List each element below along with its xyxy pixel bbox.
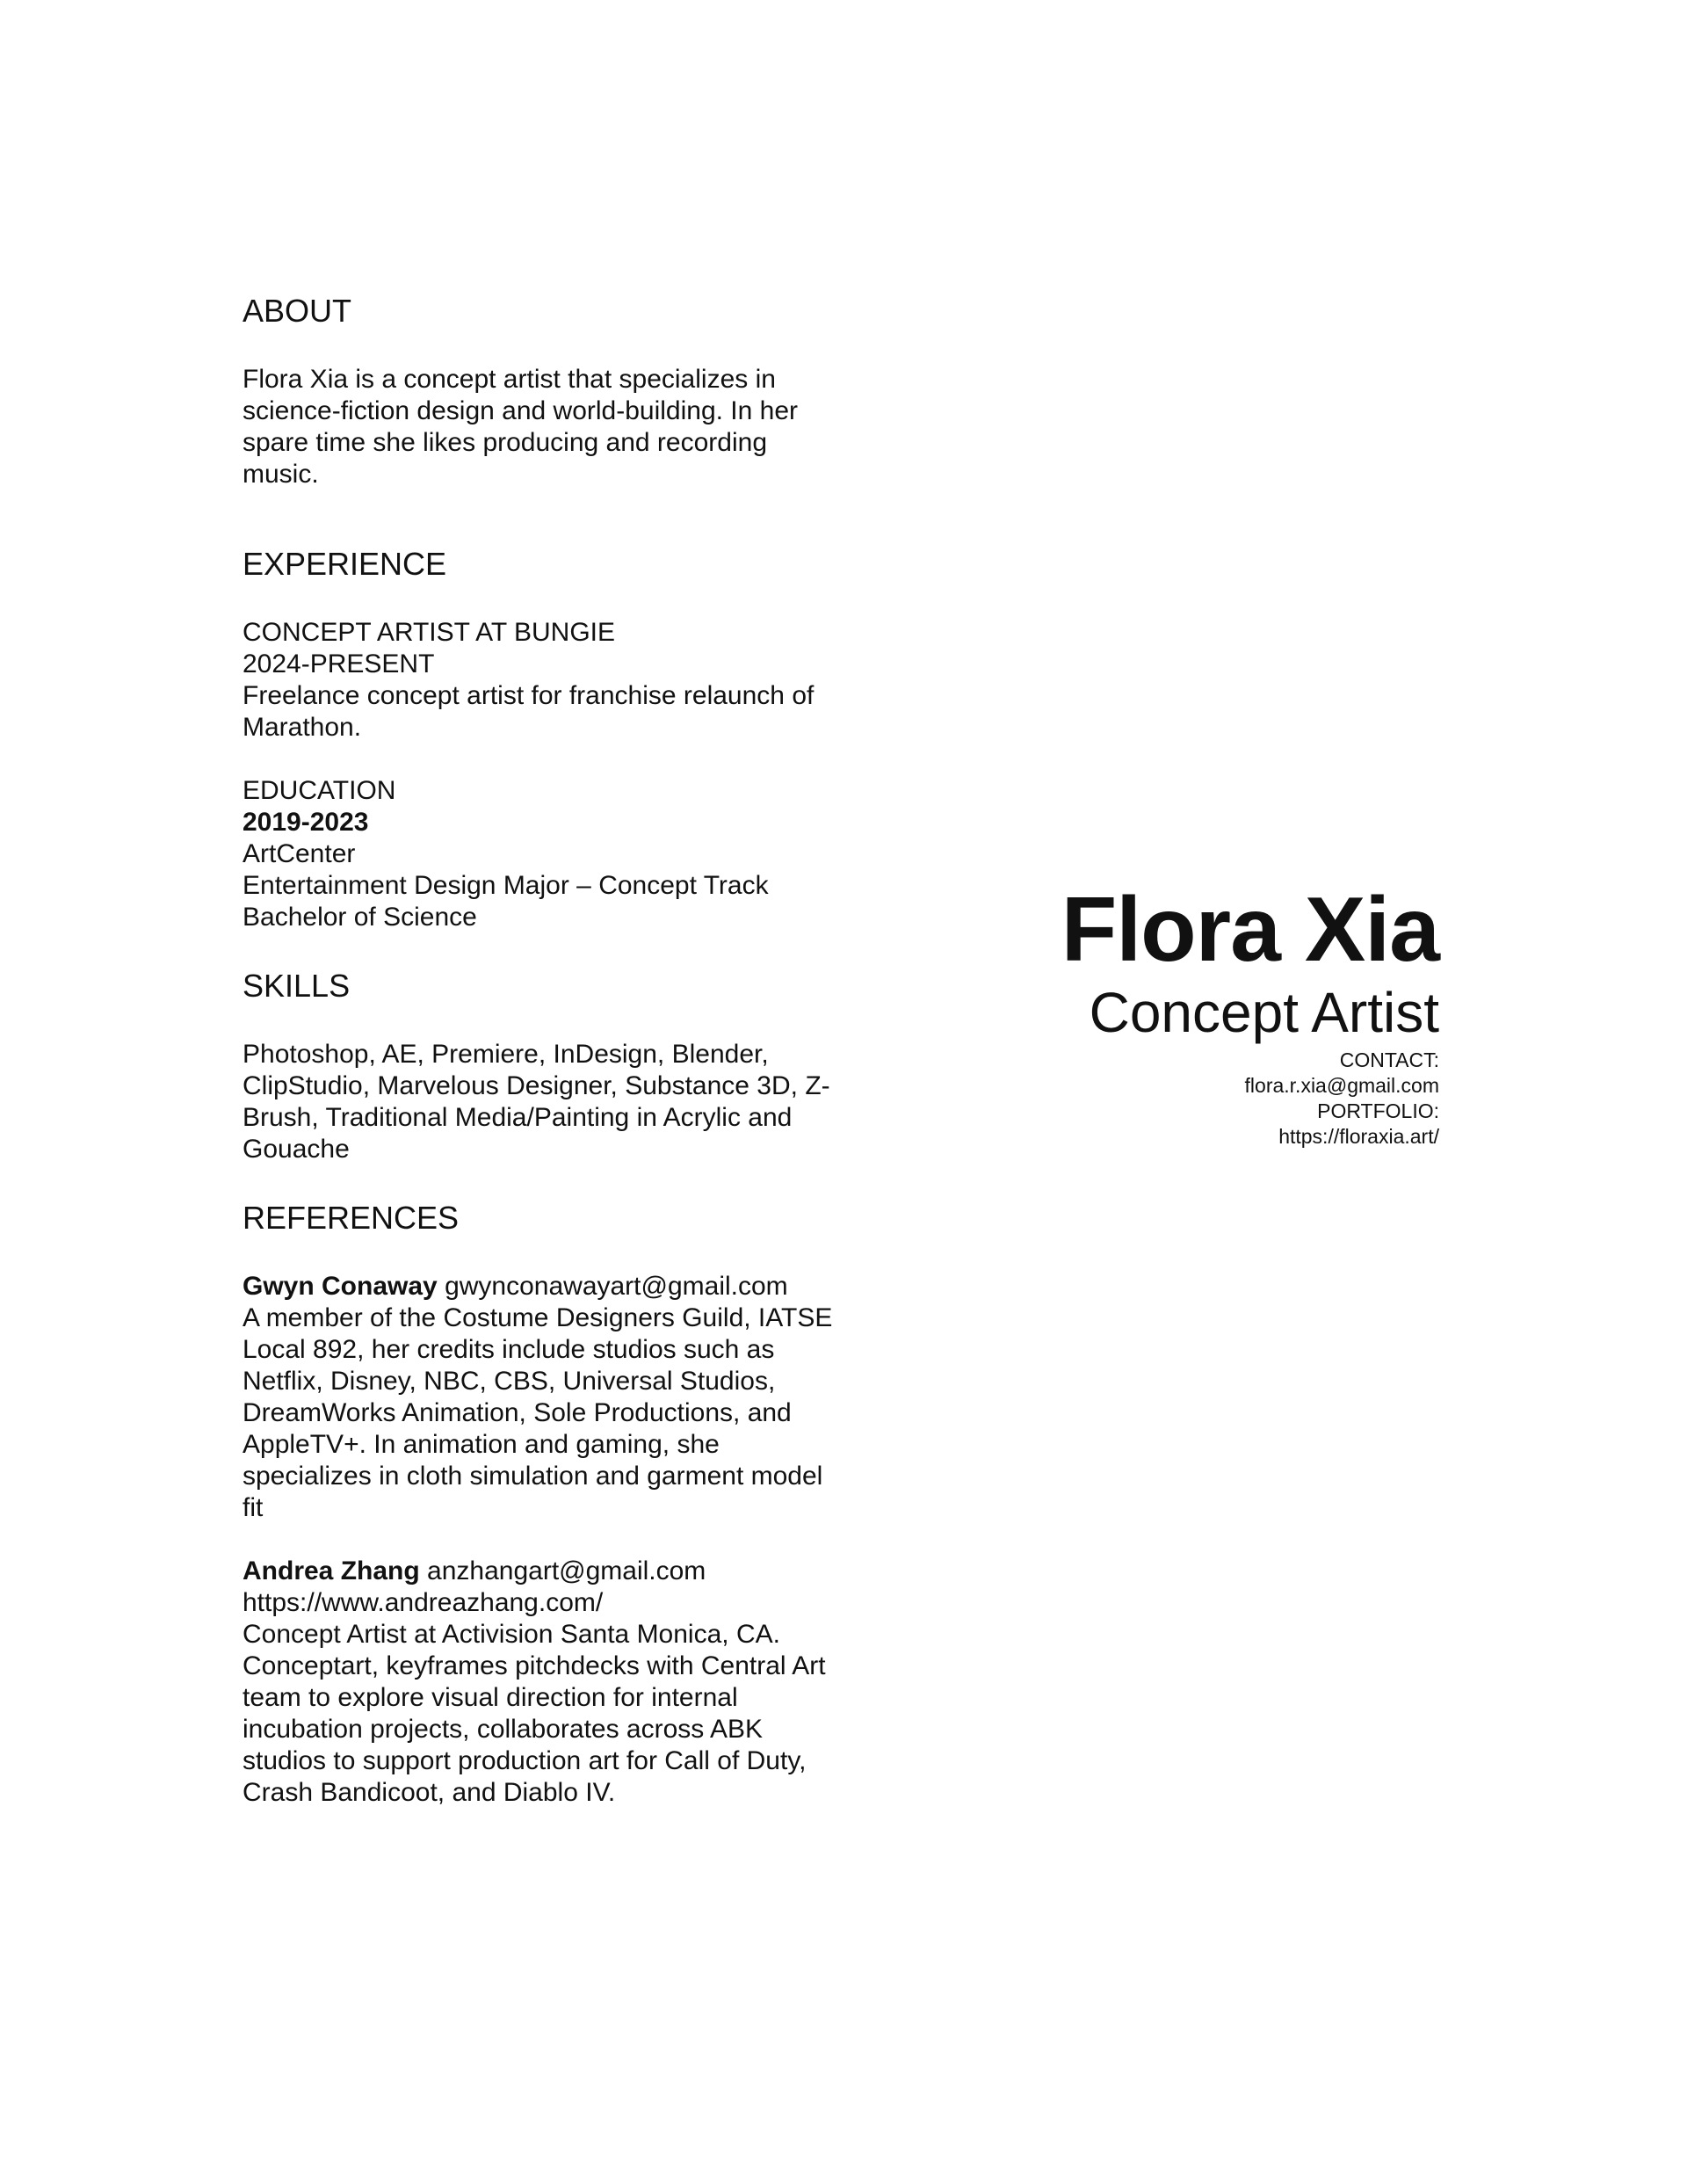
experience-entry [243,617,840,744]
education-school: ArtCenter [243,839,356,868]
contact-label: CONTACT: [1339,1048,1439,1071]
about-heading: ABOUT [243,293,352,329]
experience-heading: EXPERIENCE [243,546,447,582]
job-dates: 2024-PRESENT [243,649,435,678]
education-degree: Bachelor of Science [243,903,477,932]
contact-info [648,1048,1439,1150]
portfolio-url: https://floraxia.art/ [1278,1125,1439,1148]
reference-email: gwynconawayart@gmail.com [445,1272,788,1301]
reference-item [243,1271,840,1524]
reference-name: Andrea Zhang [243,1556,420,1585]
reference-item [243,1556,840,1809]
education-major: Entertainment Design Major – Concept Track [243,871,769,900]
references-heading: REFERENCES [243,1200,460,1236]
reference-email: anzhangart@gmail.com [427,1556,706,1585]
portfolio-label: PORTFOLIO: [1317,1099,1439,1122]
resume-header-block [648,879,1439,1150]
job-description: Freelance concept artist for franchise relaunch of Marathon. [243,681,815,742]
contact-email: flora.r.xia@gmail.com [1244,1074,1439,1097]
person-name: Flora Xia [1061,879,1439,981]
reference-url: https://www.andreazhang.com/ [243,1588,604,1617]
education-heading: EDUCATION [243,776,396,805]
about-text: Flora Xia is a concept artist that specializes in science-fiction design and world-building. In her spare time she likes producing and recording music. [243,365,799,489]
skills-heading: SKILLS [243,968,351,1004]
education-dates: 2019-2023 [243,808,369,837]
job-title: CONCEPT ARTIST AT BUNGIE [243,618,615,647]
skills-text: Photoshop, AE, Premiere, InDesign, Blender, ClipStudio, Marvelous Designer, Substance 3D, Z-Brush, Traditional Media/Painting in Acrylic and Gouache [243,1040,830,1164]
person-role: Concept Artist [1089,981,1439,1044]
reference-description: A member of the Costume Designers Guild, IATSE Local 892, her credits include studios such as Netflix, Disney, NBC, CBS, Universal Studios, DreamWorks Animation, Sole Productions, and AppleTV+. In animation and gaming, she specializes in cloth simulation and garment model fit [243,1303,833,1522]
reference-description: Concept Artist at Activision Santa Monica, CA. Conceptart, keyframes pitchdecks with Central Art team to explore visual direction for internal incubation projects, collaborates across ABK studios to support production art for Call of Duty, Crash Bandicoot, and Diablo IV. [243,1620,826,1807]
reference-name: Gwyn Conaway [243,1272,438,1301]
